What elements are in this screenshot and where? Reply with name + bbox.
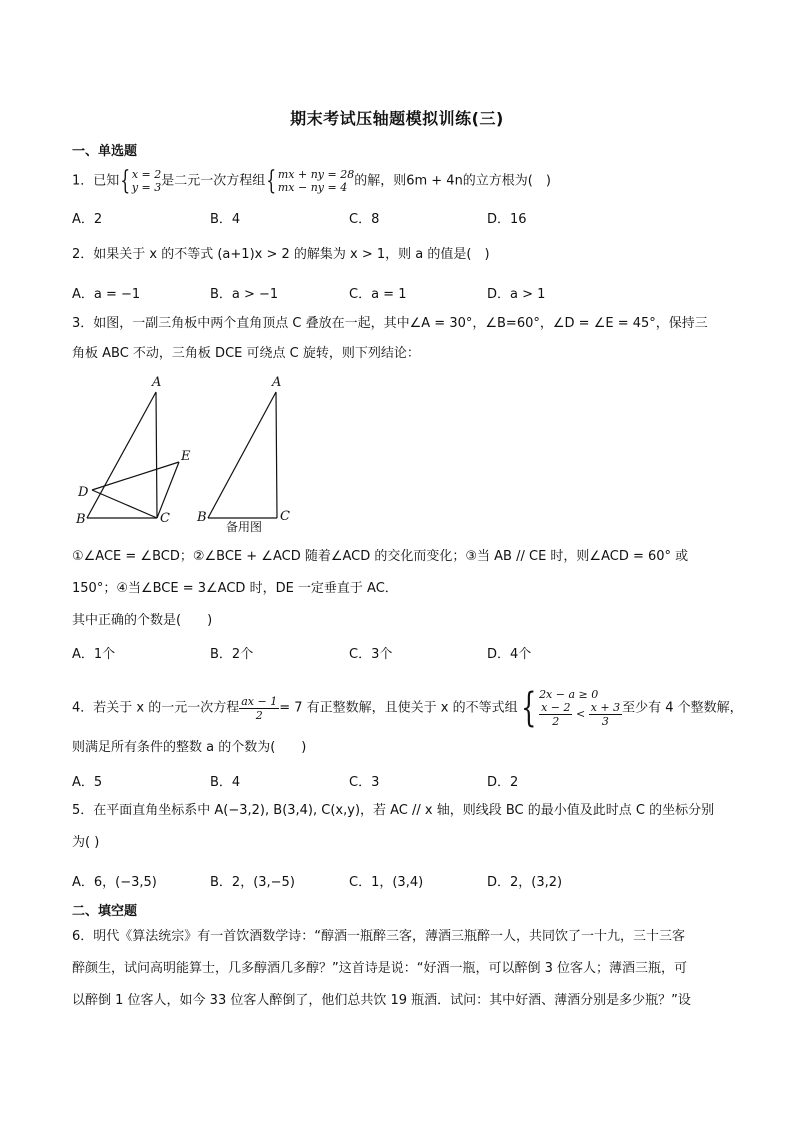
vertex-label-b-backup: B [197,510,207,525]
question-4-options [72,771,712,789]
option-c[interactable]: C．1，(3,4) [349,875,424,890]
section-heading-fill-blank: 二、填空题 [72,904,138,919]
option-b[interactable]: B．2个 [210,647,254,662]
page-title: 期末考试压轴题模拟训练(三) [290,109,504,128]
question-5-line-1: 5．在平面直角坐标系中 A(−3,2), B(3,4), C(x,y)，若 AC // x 轴，则线段 BC 的最小值及此时点 C 的坐标分别 [72,803,715,818]
question-3-options [72,643,712,661]
question-4-pre: 4．若关于 x 的一元一次方程 [72,700,240,716]
brace-icon: { [520,685,536,731]
question-3-statements-1: ①∠ACE = ∠BCD；②∠BCE + ∠ACD 随着∠ACD 的交化而变化；③当 AB // CE 时，则∠ACD = 60° 或 [72,549,689,564]
option-a[interactable]: A．1个 [72,647,116,662]
question-3-statements-2: 150°；④当∠BCE = 3∠ACD 时，DE 一定垂直于 AC． [72,581,398,596]
vertex-label-c: C [160,511,170,526]
option-a[interactable]: A．2 [72,212,103,227]
question-4-line-1 [72,685,743,731]
option-d[interactable]: D．a > 1 [487,287,546,302]
option-c[interactable]: C．8 [349,212,380,227]
question-6-line-2: 醉颜生，试问高明能算士，几多醇酒几多醇？”这首诗是说：“好酒一瓶，可以醉倒 3 位客人；薄酒三瓶，可 [72,961,688,976]
question-6-line-1: 6．明代《算法统宗》有一首饮酒数学诗：“醇酒一瓶醉三客，薄酒三瓶醉一人，共同饮了一十九，三十三客 [72,929,686,944]
question-1-text-post: 的解，则6m + 4n的立方根为( ) [354,173,551,189]
question-4-eq: = 7 有正整数解，且使关于 x 的不等式组 [279,700,518,716]
equation-system: mx + ny = 28 mx − ny = 4 [277,168,355,194]
edge-ac-backup [276,392,277,518]
question-1 [72,168,551,194]
solution-system: x = 2 y = 3 [131,168,162,194]
edge-dc [92,490,157,518]
question-3-line-1: 3．如图，一副三角板中两个直角顶点 C 叠放在一起，其中∠A = 30°，∠B=60°，∠D = ∠E = 45°，保持三 [72,316,708,331]
option-c[interactable]: C．3 [349,775,380,790]
question-1-text-mid: 是二元一次方程组 [161,173,266,189]
vertex-label-e: E [181,449,191,464]
option-b[interactable]: B．2，(3,−5) [210,875,295,890]
figure-caption: 备用图 [226,520,263,534]
question-2: 2．如果关于 x 的不等式 (a+1)x > 2 的解集为 x > 1，则 a 的值是( ) [72,247,490,262]
vertex-label-b: B [76,512,86,527]
option-b[interactable]: B．4 [210,212,241,227]
option-d[interactable]: D．2，(3,2) [487,875,563,890]
option-b[interactable]: B．a > −1 [210,287,279,302]
edge-ab-backup [208,392,276,518]
option-d[interactable]: D．4个 [487,647,532,662]
option-c[interactable]: C．3个 [349,647,393,662]
question-1-options [72,208,712,226]
brace-icon: { [120,166,131,196]
question-6-line-3: 以醉倒 1 位客人，如今 33 位客人醉倒了，他们总共饮 19 瓶酒．试问：其中好酒、薄酒分别是多少瓶？”设 [72,993,691,1008]
backup-triangle-figure [196,375,290,534]
question-3-ask: 其中正确的个数是( ) [72,613,213,628]
option-a[interactable]: A．6，(−3,5) [72,875,157,890]
option-c[interactable]: C．a = 1 [349,287,407,302]
rotated-triangles-figure [75,375,191,527]
question-4-line-2: 则满足所有条件的整数 a 的个数为( ) [72,740,307,755]
section-heading-single-choice: 一、单选题 [72,144,138,159]
option-b[interactable]: B．4 [210,775,241,790]
question-4-post: 至少有 4 个整数解， [622,700,743,716]
question-1-pre: 1． [72,173,94,189]
question-1-text-pre: 已知 [93,173,120,189]
question-3-line-2: 角板 ABC 不动，三角板 DCE 可绕点 C 旋转，则下列结论： [72,346,420,361]
edge-ab [87,392,156,518]
option-d[interactable]: D．2 [487,775,519,790]
option-d[interactable]: D．16 [487,212,527,227]
question-5-line-2: 为( ) [72,835,100,850]
vertex-label-d: D [78,485,89,500]
vertex-label-a-backup: A [272,375,282,390]
edge-de [92,462,179,490]
option-a[interactable]: A．5 [72,775,103,790]
question-2-options [72,283,712,301]
edge-ec [157,462,179,518]
brace-icon: { [266,166,277,196]
option-a[interactable]: A．a = −1 [72,287,141,302]
vertex-label-c-backup: C [280,509,290,524]
question-5-options [72,871,712,889]
inequality-system: 2x − a ≥ 0 $\frac{x - 2}{2}$ < $\frac{x + 3}{3}$ [539,688,621,728]
vertex-label-a: A [152,375,162,390]
edge-ac [156,392,157,518]
triangle-figure [70,370,330,540]
fraction: $\frac{ax - 1}{2}$ [241,694,278,722]
